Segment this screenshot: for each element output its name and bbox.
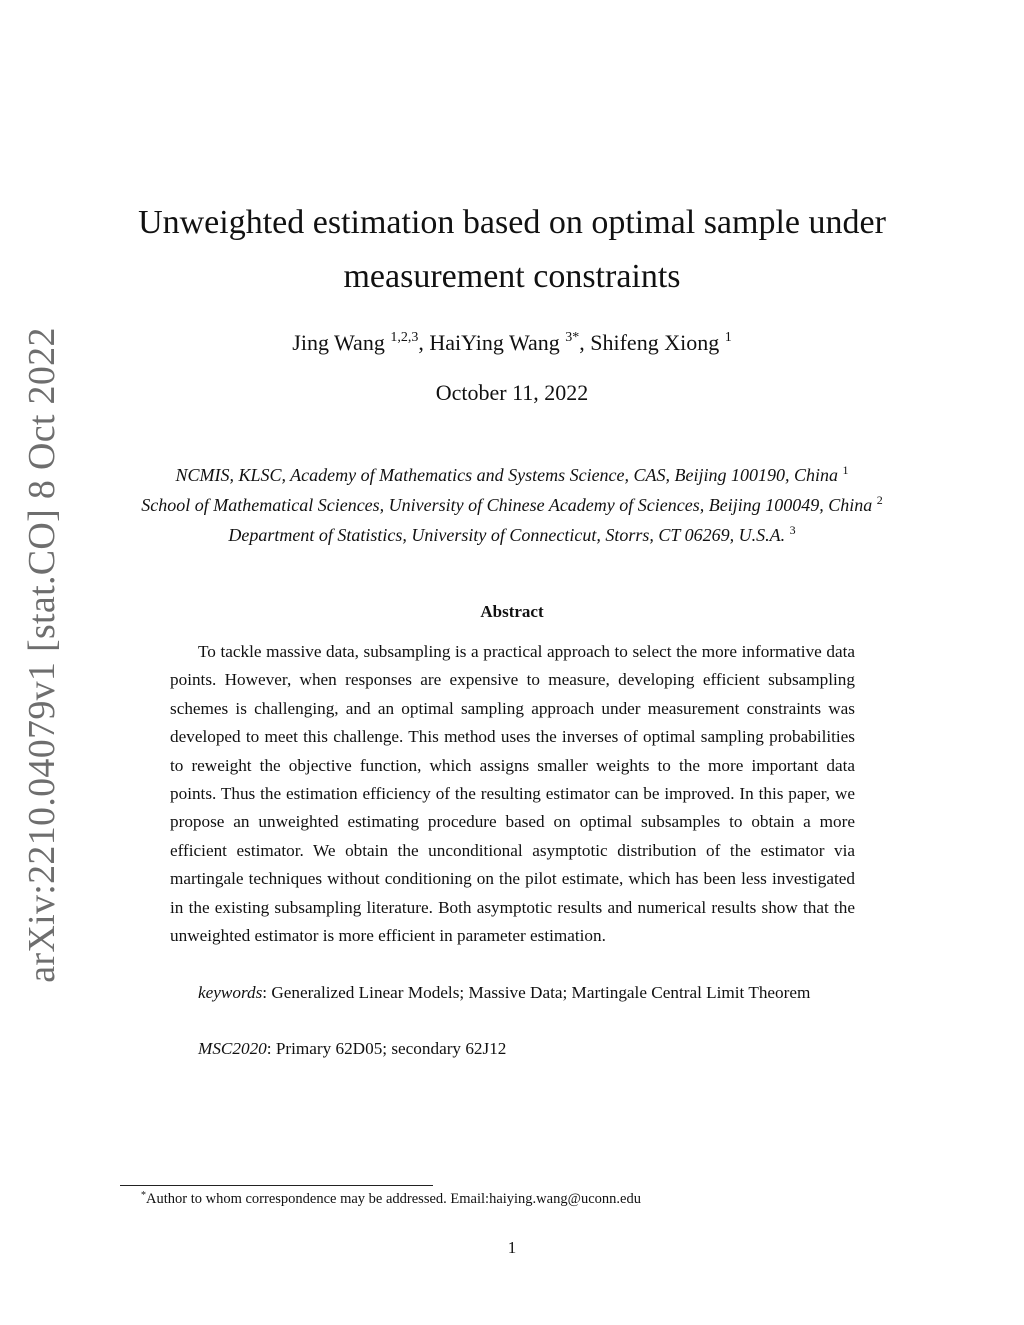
keywords-label: keywords [198, 983, 263, 1002]
affiliation-text: School of Mathematical Sciences, University of Chinese Academy of Sciences, Beijing 100049, China [141, 495, 873, 515]
author-affiliation-mark: 3 [565, 330, 573, 345]
affiliation-number: 1 [842, 463, 849, 477]
author-name: Shifeng Xiong [590, 330, 720, 355]
msc-label: MSC2020 [198, 1039, 267, 1058]
keywords-text: Generalized Linear Models; Massive Data; Martingale Central Limit Theorem [271, 983, 811, 1002]
author-affiliation-mark: 1 [724, 330, 732, 345]
footnote [141, 1188, 641, 1210]
affiliation-line [0, 462, 1024, 488]
affiliation-line [0, 522, 1024, 548]
author-name: HaiYing Wang [429, 330, 560, 355]
arxiv-identifier: arXiv:2210.04079v1 [stat.CO] 8 Oct 2022 [21, 327, 63, 983]
paper-title-line-1: Unweighted estimation based on optimal sample under [138, 204, 886, 241]
affiliation-number: 2 [876, 493, 883, 507]
abstract-body: To tackle massive data, subsampling is a practical approach to select the more informative data points. However, when responses are expensive to measure, developing efficient subsampling schemes is challenging, and an optimal sampling approach under measurement constraints was developed to meet this challenge. This method uses the inverses of optimal sampling probabilities to reweight the objective function, which assigns smaller weights to the more important data points. Thus the estimation efficiency of the resulting estimator can be improved. In this paper, we propose an unweighted estimating procedure based on optimal subsamples to obtain a more efficient estimator. We obtain the unconditional asymptotic distribution of the estimator via martingale techniques without conditioning on the pilot estimate, which has been less investigated in the existing subsampling literature. Both asymptotic results and numerical results show that the unweighted estimator is more efficient in parameter estimation. [170, 642, 855, 946]
paper-title-line-2: measurement constraints [343, 258, 681, 295]
page-number: 1 [507, 1238, 517, 1257]
author-list: Jing Wang $^{1,2,3}$, HaiYing Wang $^{3*}$, Shifeng Xiong $^1$ [292, 330, 732, 355]
msc-paragraph: MSC2020: Primary 62D05; secondary 62J12 [198, 1039, 507, 1058]
paper-title [100, 196, 924, 304]
publication-date: October 11, 2022 [435, 380, 589, 405]
corresponding-author-mark: * [572, 330, 580, 345]
affiliation-text: NCMIS, KLSC, Academy of Mathematics and Systems Science, CAS, Beijing 100190, China [175, 465, 839, 485]
footnote-divider [120, 1185, 433, 1186]
affiliation-number: 3 [789, 523, 796, 537]
affiliation-line [0, 492, 1024, 518]
keywords-paragraph: keywords: Generalized Linear Models; Massive Data; Martingale Central Limit Theorem [198, 983, 811, 1002]
msc-codes: Primary 62D05; secondary 62J12 [275, 1039, 507, 1058]
abstract-heading: Abstract [480, 602, 544, 621]
author-affiliation-mark: 1,2,3 [390, 330, 419, 345]
affiliation-text: Department of Statistics, University of Connecticut, Storrs, CT 06269, U.S.A. [228, 525, 786, 545]
footnote-text: Author to whom correspondence may be addressed. Email:haiying.wang@uconn.edu [146, 1191, 641, 1207]
footnote-mark: * [141, 1190, 146, 1201]
author-name: Jing Wang [292, 330, 385, 355]
